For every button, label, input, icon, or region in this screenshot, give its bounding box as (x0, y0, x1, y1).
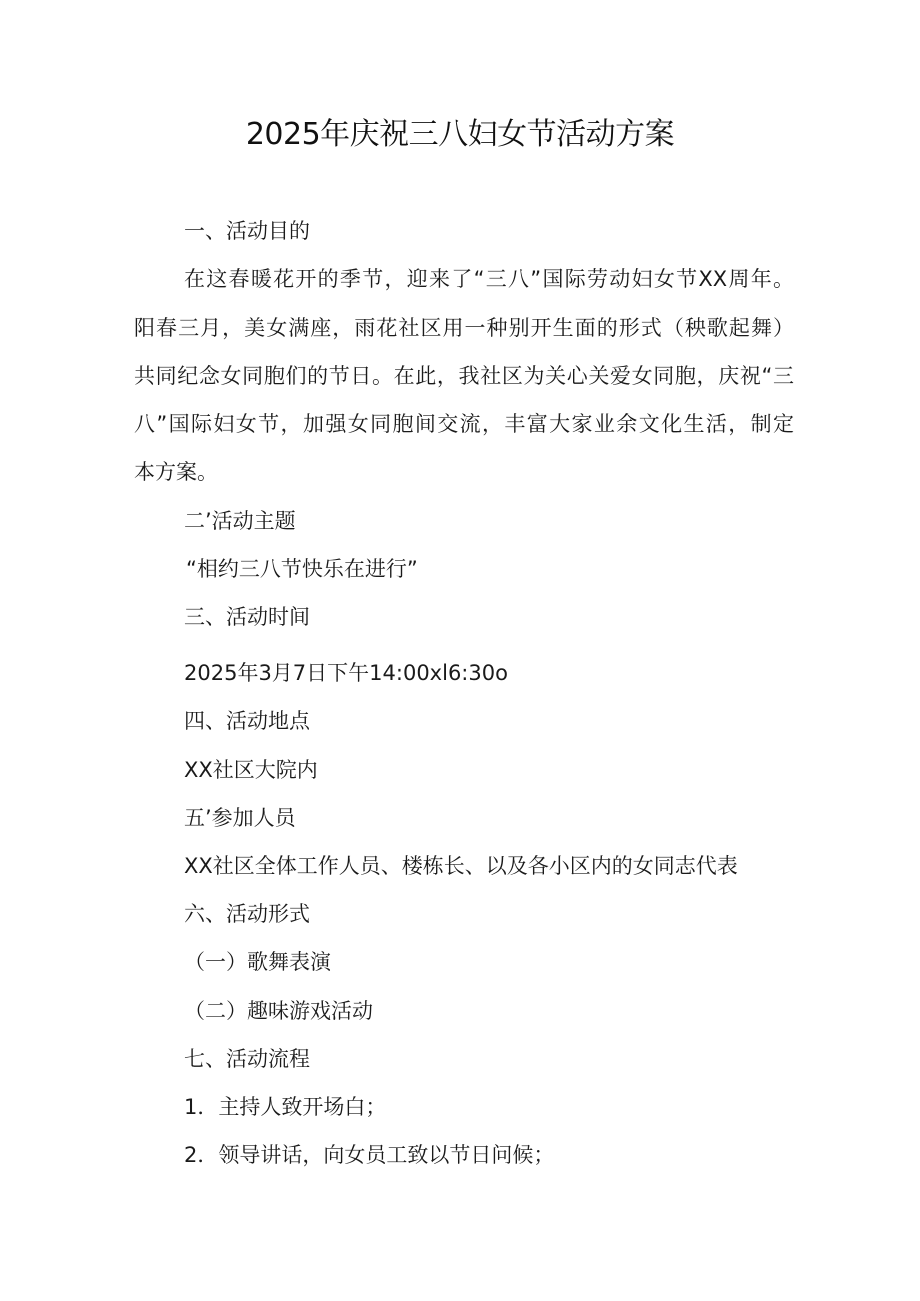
section-heading-purpose: 一、活动目的 (184, 219, 310, 243)
section-heading-process: 七、活动流程 (184, 1047, 310, 1071)
section-heading-time: 三、活动时间 (184, 605, 310, 629)
process-item: 2．领导讲话，向女员工致以节日问候； (184, 1143, 555, 1167)
form-item: （二）趣味游戏活动 (184, 999, 373, 1023)
section-heading-theme: 二’活动主题 (184, 509, 296, 533)
section-heading-participants: 五’参加人员 (184, 806, 296, 830)
purpose-paragraph-line: 本方案。 (134, 460, 218, 484)
form-item: （一）歌舞表演 (184, 950, 331, 974)
theme-text: “相约三八节快乐在进行” (186, 557, 418, 581)
process-item: 1．主持人致开场白； (184, 1095, 387, 1119)
participants-text: XX社区全体工作人员、楼栋长、以及各小区内的女同志代表 (184, 854, 738, 878)
purpose-paragraph-line: 在这春暖花开的季节，迎来了“三八”国际劳动妇女节XX周年。 (184, 267, 794, 291)
section-heading-place: 四、活动地点 (184, 709, 310, 733)
place-text: XX社区大院内 (184, 758, 318, 782)
section-heading-form: 六、活动形式 (184, 902, 310, 926)
purpose-paragraph-line: 阳春三月，美女满座，雨花社区用一种别开生面的形式（秧歌起舞） (134, 316, 794, 340)
time-text: 2025年3月7日下午14:00xl6:30o (184, 661, 508, 685)
document-title: 2025年庆祝三八妇女节活动方案 (245, 117, 675, 152)
purpose-paragraph-line: 八”国际妇女节，加强女同胞间交流，丰富大家业余文化生活，制定 (134, 412, 794, 436)
purpose-paragraph-line: 共同纪念女同胞们的节日。在此，我社区为关心关爱女同胞，庆祝“三 (134, 364, 794, 388)
